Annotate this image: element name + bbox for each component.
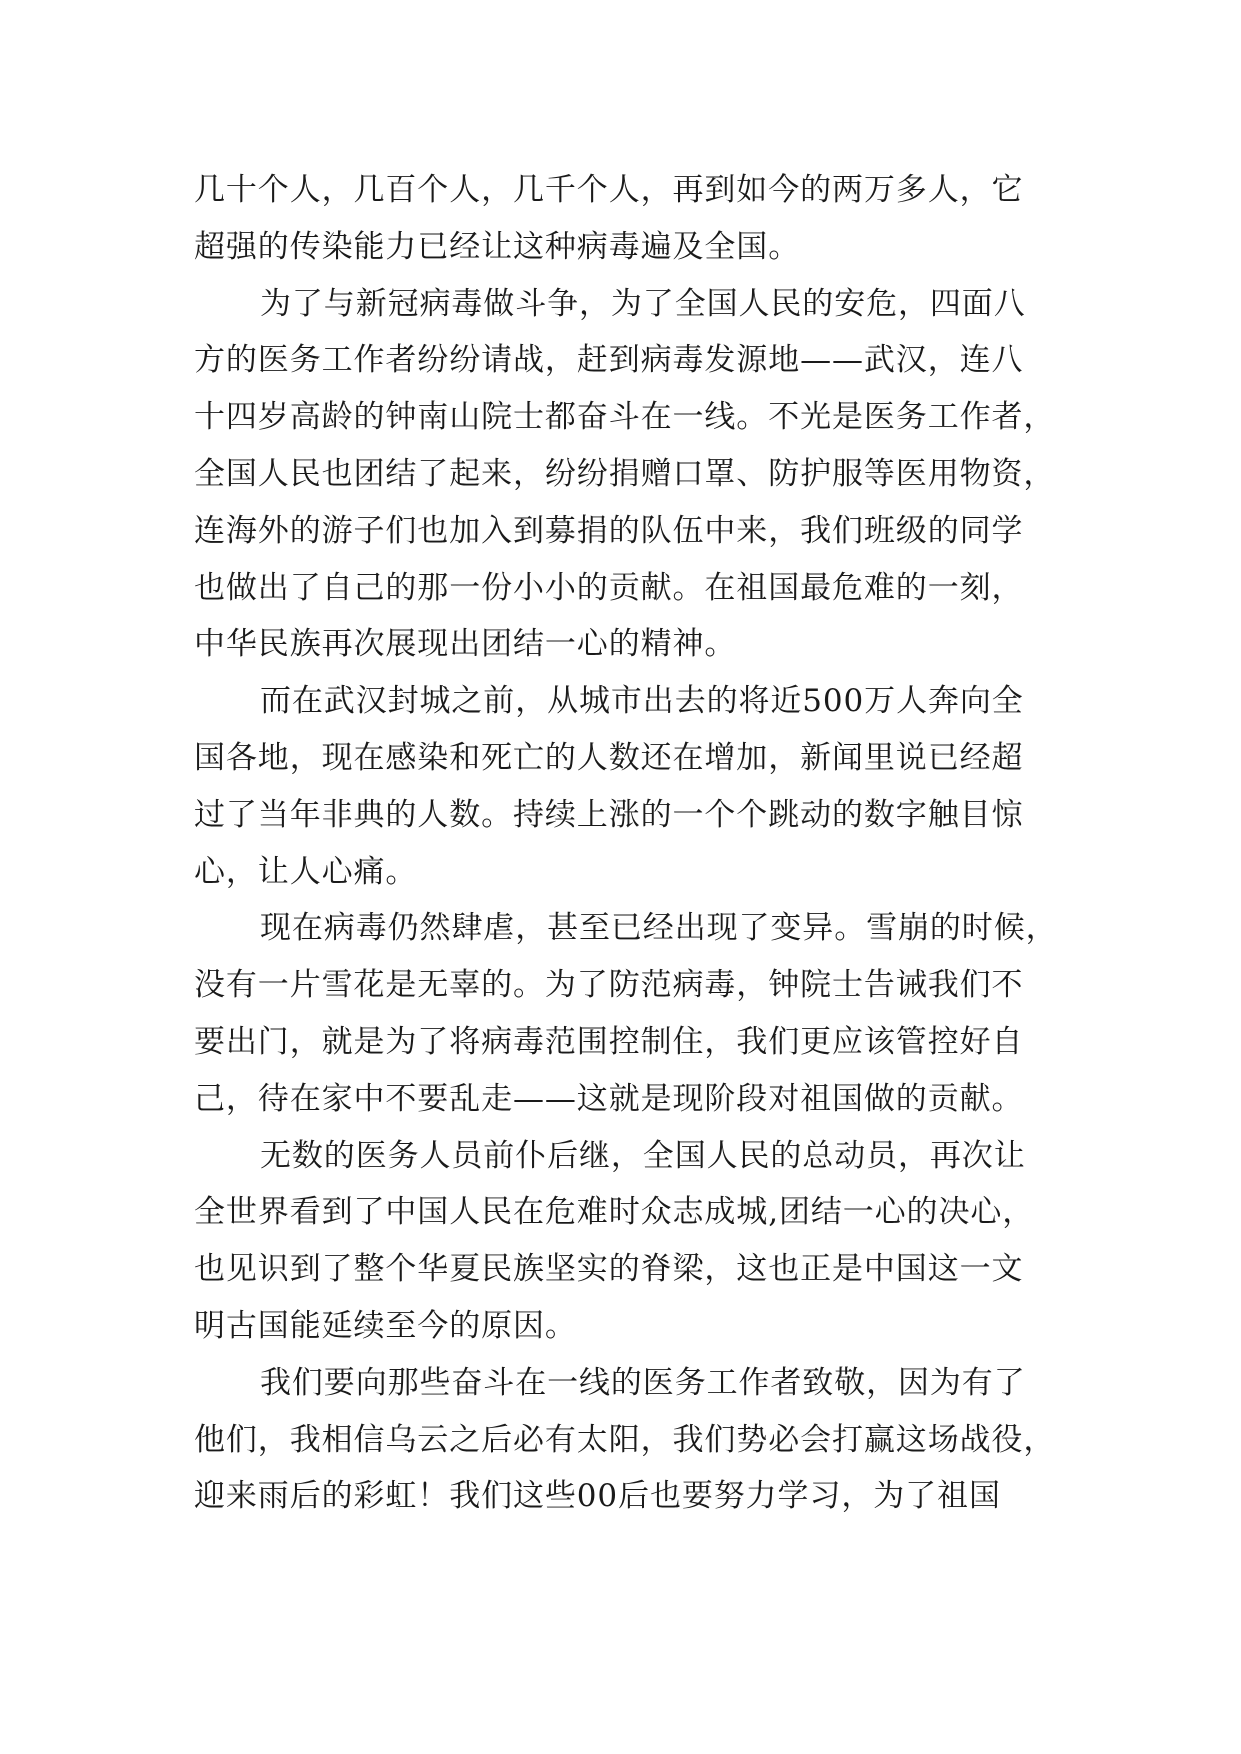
- text-line: 现在病毒仍然肆虐，甚至已经出现了变异。雪崩的时候，: [260, 910, 1058, 947]
- text-line: 也做出了自己的那一份小小的贡献。在祖国最危难的一刻，: [194, 569, 1024, 606]
- text-line: 中华民族再次展现出团结一心的精神。: [194, 626, 737, 663]
- text-line: 方的医务工作者纷纷请战，赶到病毒发源地——武汉，连八: [194, 342, 1024, 379]
- text-line: 全世界看到了中国人民在危难时众志成城,团结一心的决心，: [194, 1194, 1035, 1231]
- text-line: 己，待在家中不要乱走——这就是现阶段对祖国做的贡献。: [194, 1080, 1024, 1117]
- text-line: 而在武汉封城之前，从城市出去的将近500万人奔向全: [260, 683, 1024, 720]
- paragraph-2: [194, 276, 1074, 674]
- paragraph-1: [194, 162, 1074, 276]
- text-line: 全国人民也团结了起来，纷纷捐赠口罩、防护服等医用物资，: [194, 455, 1056, 492]
- text-line: 他们，我相信乌云之后必有太阳，我们势必会打赢这场战役，: [194, 1421, 1056, 1458]
- text-line: 明古国能延续至今的原因。: [194, 1307, 577, 1344]
- text-line: 我们要向那些奋斗在一线的医务工作者致敬，因为有了: [260, 1364, 1026, 1401]
- paragraph-3: [194, 673, 1074, 900]
- document-body: [194, 162, 1074, 1525]
- text-line: 没有一片雪花是无辜的。为了防范病毒，钟院士告诫我们不: [194, 967, 1024, 1004]
- paragraph-4: [194, 900, 1074, 1127]
- text-line: 连海外的游子们也加入到募捐的队伍中来，我们班级的同学: [194, 512, 1024, 549]
- text-line: 几十个人，几百个人，几千个人，再到如今的两万多人，它: [194, 172, 1024, 208]
- text-line: 无数的医务人员前仆后继，全国人民的总动员，再次让: [260, 1137, 1026, 1174]
- text-line: 心，让人心痛。: [194, 853, 418, 890]
- text-line: 超强的传染能力已经让这种病毒遍及全国。: [194, 228, 801, 265]
- text-line: 为了与新冠病毒做斗争，为了全国人民的安危，四面八: [260, 285, 1026, 322]
- paragraph-6: [194, 1355, 1074, 1525]
- text-line: 国各地，现在感染和死亡的人数还在增加，新闻里说已经超: [194, 739, 1024, 776]
- text-line: 十四岁高龄的钟南山院士都奋斗在一线。不光是医务工作者，: [194, 399, 1056, 436]
- text-line: 也见识到了整个华夏民族坚实的脊梁，这也正是中国这一文: [194, 1251, 1024, 1288]
- text-line: 迎来雨后的彩虹！我们这些00后也要努力学习，为了祖国: [194, 1478, 1001, 1515]
- text-line: 要出门，就是为了将病毒范围控制住，我们更应该管控好自: [194, 1023, 1024, 1060]
- paragraph-5: [194, 1128, 1074, 1355]
- text-line: 过了当年非典的人数。持续上涨的一个个跳动的数字触目惊: [194, 796, 1024, 833]
